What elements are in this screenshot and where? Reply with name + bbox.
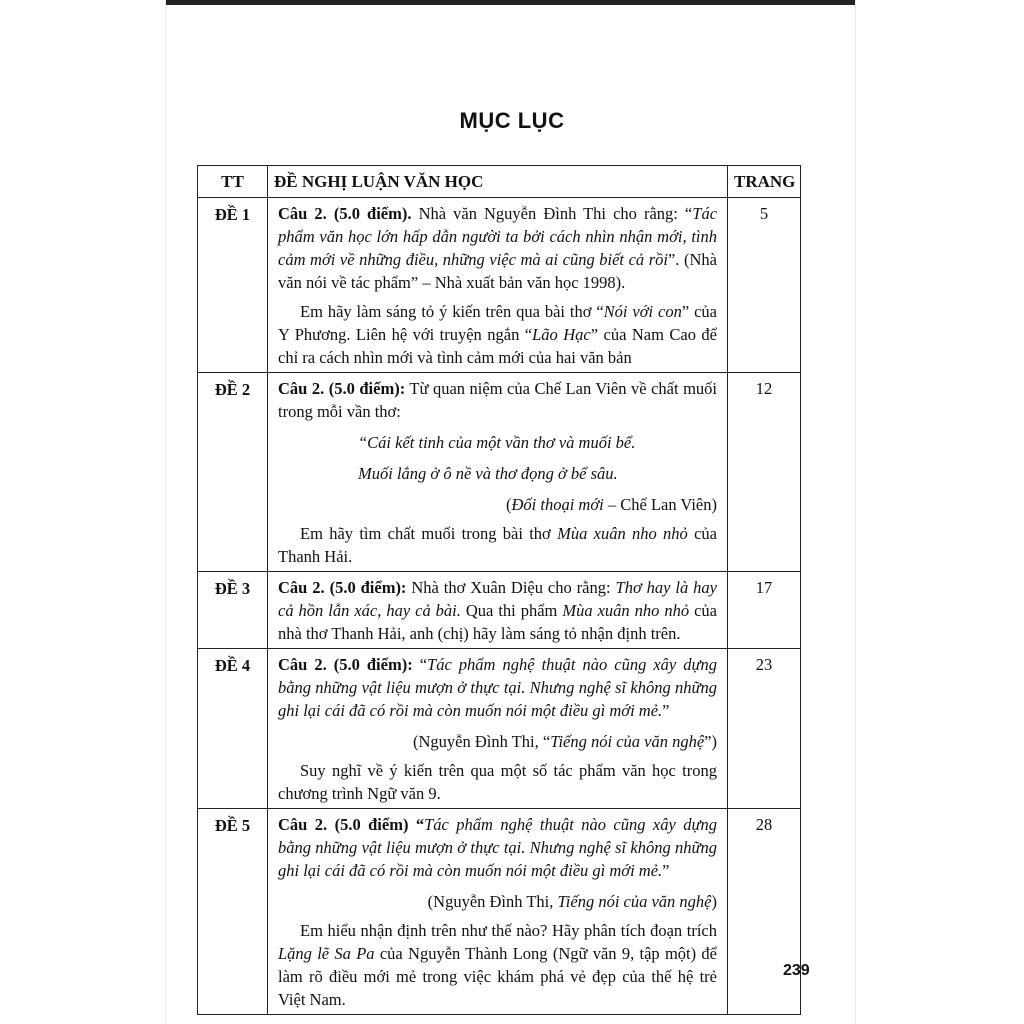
quote: Tác phẩm nghệ thuật nào cũng xây dựng bằng những vật liệu mượn ở thực tại. Nhưng nghệ sĩ không những ghi lại cái đã có rồi mà còn muốn nói một điều gì mới mẻ. [278,815,717,880]
text: Từ quan niệm của Chế Lan Viên về chất muối trong mỗi vần thơ: [278,379,717,421]
text: ” của Y Phương. Liên hệ với truyện ngắn “ [278,302,717,344]
work-title: Đối thoại mới [511,495,604,514]
work-title: Lão Hạc [532,325,591,344]
question-paragraph [278,653,717,722]
work-title: Tiếng nói của văn nghệ [550,732,705,751]
page-title: MỤC LỤC [459,108,565,133]
row-page: 23 [728,649,801,809]
toc-row [198,373,801,572]
question-paragraph [278,576,717,645]
header-topic: ĐỀ NGHỊ LUẬN VĂN HỌC [268,166,728,198]
quote: Tác phẩm văn học lớn hấp dẫn người ta bởi cách nhìn nhận mới, tình cảm mới về những điều, những việc mà ai cũng biết cả rồi [278,204,718,269]
quote-source [278,730,717,753]
toc-row [198,649,801,809]
row-content [268,373,728,572]
row-id: ĐỀ 5 [198,809,268,1015]
text: “ [412,655,428,674]
row-id: ĐỀ 3 [198,572,268,649]
row-id: ĐỀ 4 [198,649,268,809]
page-left-edge [165,0,166,1024]
row-id: ĐỀ 2 [198,373,268,572]
header-tt: TT [198,166,268,198]
text: của Thanh Hải. [278,524,717,566]
row-content [268,649,728,809]
row-page: 17 [728,572,801,649]
page-right-edge [855,0,856,1024]
row-page: 12 [728,373,801,572]
text: Em hiểu nhận định trên như thế nào? Hãy phân tích đoạn trích [300,921,717,940]
row-content [268,809,728,1015]
row-content [268,572,728,649]
toc-header-row [198,166,801,198]
row-page: 28 [728,809,801,1015]
question-label: Câu 2. (5.0 điểm) “ [278,815,425,834]
text: ” [662,701,670,720]
text: Qua thi phẩm [460,601,563,620]
task-paragraph [278,300,717,369]
work-title: Nói với con [603,302,682,321]
text: Nhà văn Nguyễn Đình Thi cho rằng: “ [411,204,693,223]
toc-table [197,165,801,1015]
text: Nhà thơ Xuân Diệu cho rằng: [406,578,616,597]
text: ”) [704,732,717,751]
toc-row [198,572,801,649]
work-title: Mùa xuân nho nhỏ [557,524,688,543]
text: Em hãy làm sáng tỏ ý kiến trên qua bài thơ “ [300,302,604,321]
header-page: TRANG [728,166,801,198]
verse-line: “Cái kết tinh của một vần thơ và muối bể. [358,433,636,452]
row-page: 5 [728,198,801,373]
text: (Nguyễn Đình Thi, [427,892,558,911]
text: ” [662,861,670,880]
text: ” của Nam Cao để chỉ ra cách nhìn mới và tình cảm mới của hai văn bản [278,325,717,367]
question-paragraph [278,377,717,423]
task-paragraph: Suy nghĩ về ý kiến trên qua một số tác phẩm văn học trong chương trình Ngữ văn 9. [278,761,717,803]
quote: Tác phẩm nghệ thuật nào cũng xây dựng bằng những vật liệu mượn ở thực tại. Nhưng nghệ sĩ không những ghi lại cái đã có rồi mà còn muốn nói một điều gì mới mẻ. [278,655,718,720]
text: (Nguyễn Đình Thi, “ [413,732,551,751]
verse-line: Muối lắng ở ô nề và thơ đọng ở bể sâu. [358,464,618,483]
row-id: ĐỀ 1 [198,198,268,373]
task-paragraph [278,522,717,568]
text: ”. (Nhà văn nói về tác phẩm” – Nhà xuất bản văn học 1998). [278,250,717,292]
question-paragraph [278,202,717,294]
quote-source [278,493,717,516]
row-content [268,198,728,373]
toc-row [198,809,801,1015]
question-label: Câu 2. (5.0 điểm): [278,578,407,597]
text: ( [506,495,512,514]
quote: Thơ hay là hay cả hồn lẫn xác, hay cả bài. [278,578,718,620]
work-title: Mùa xuân nho nhỏ [562,601,690,620]
task-paragraph [278,919,717,1011]
top-border [165,0,855,5]
question-label: Câu 2. (5.0 điểm): [278,655,413,674]
text: ) [711,892,717,911]
work-title: Tiếng nói của văn nghệ [557,892,712,911]
text: của Nguyễn Thành Long (Ngữ văn 9, tập một) để làm rõ điều mới mẻ trong việc khám phá vẻ đẹp của thế hệ trẻ Việt Nam. [278,944,717,1009]
question-label: Câu 2. (5.0 điểm). [278,204,412,223]
text: – Chế Lan Viên) [603,495,717,514]
toc-row [198,198,801,373]
quote-source [278,890,717,913]
question-label: Câu 2. (5.0 điểm): [278,379,406,398]
question-paragraph [278,813,717,882]
page-number: 239 [783,962,810,979]
text: Em hãy tìm chất muối trong bài thơ [300,524,558,543]
work-title: Lặng lẽ Sa Pa [278,944,375,963]
text: của nhà thơ Thanh Hải, anh (chị) hãy làm sáng tỏ nhận định trên. [278,601,717,643]
